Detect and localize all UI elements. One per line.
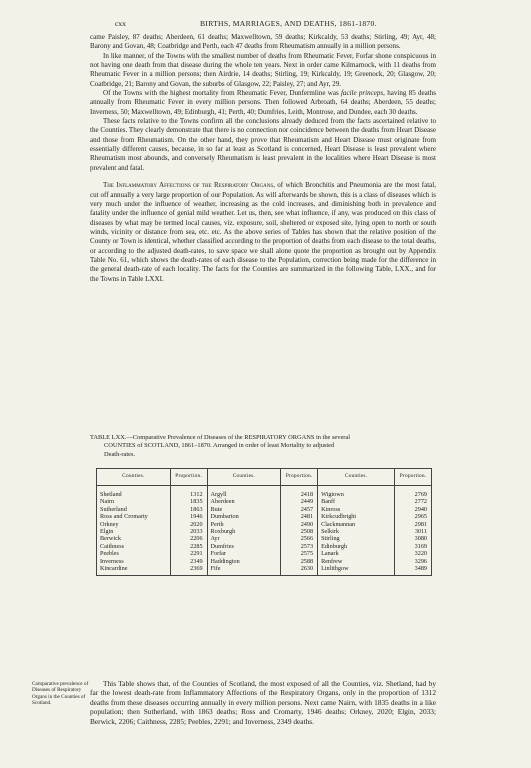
county-cell: Clackmannan — [318, 521, 395, 528]
county-cell: Forfar — [207, 550, 281, 557]
county-cell: Nairn — [97, 498, 171, 505]
county-cell: Kirkcudbright — [318, 513, 395, 520]
text-run: , having 85 deaths annually from Rheumatic Fever in every million persons. Then followed Arbroath, 64 deaths; Aberdeen, 55 deaths; Inverness, 50; Maxwelltown, 49; Edinburgh, 41; Perth, 40; Dumfries, Leith, Montrose, and Dundee, each 30 deaths. — [90, 89, 436, 116]
page-header — [0, 19, 531, 31]
table-row — [97, 498, 432, 505]
caption-line: COUNTIES of SCOTLAND, 1861–1870. Arranged in order of least Mortality to adjusted — [104, 442, 335, 450]
proportion-cell: 3220 — [395, 550, 432, 557]
county-cell: Fife — [207, 565, 281, 576]
column-header: Counties. — [207, 469, 281, 486]
proportion-cell: 2575 — [281, 550, 318, 557]
column-header: Proportion. — [395, 469, 432, 486]
caption-line: Death-rates. — [104, 450, 136, 458]
proportion-cell: 2630 — [281, 565, 318, 576]
proportion-cell: 1835 — [170, 498, 207, 505]
proportion-cell: 2588 — [281, 558, 318, 565]
proportion-cell: 2566 — [281, 535, 318, 542]
proportion-cell: 3011 — [395, 528, 432, 535]
table-row — [97, 528, 432, 535]
proportion-cell: 3169 — [395, 543, 432, 550]
proportion-cell: 2772 — [395, 498, 432, 505]
proportion-cell: 1863 — [170, 506, 207, 513]
italic-phrase: facile princeps — [340, 89, 384, 98]
county-cell: Sutherland — [97, 506, 171, 513]
county-cell: Edinburgh — [318, 543, 395, 550]
county-cell: Dumfries — [207, 543, 281, 550]
proportion-cell: 1312 — [170, 491, 207, 498]
county-cell: Inverness — [97, 558, 171, 565]
paragraph-smallest-rheumatic: In like manner, of the Towns with the smallest number of deaths from Rheumatic Fever, Forfar shone conspicuous in not having one death from that disease during the whole ten years. Next in order came Kilmarnock, with 11 deaths from Rheumatic Fever in a million persons; then Airdrie, 14 deaths; Stirling, 19; Kirkcaldy, 19; Greenock, 20; Glasgow, 20; Coatbridge, 21; Barony and Govan, the suburbs of Glasgow, 22; Paisley, 27; and Ayr, 29. — [90, 51, 436, 88]
body-text — [90, 33, 436, 284]
column-header: Proportion. — [281, 469, 318, 486]
county-cell: Orkney — [97, 521, 171, 528]
paragraph-highest-rheumatic — [90, 89, 436, 117]
page-number: cxx — [115, 19, 126, 28]
proportion-cell: 2285 — [170, 543, 207, 550]
table-caption — [90, 434, 436, 459]
county-cell: Bute — [207, 506, 281, 513]
proportion-cell: 3080 — [395, 535, 432, 542]
table-row — [97, 521, 432, 528]
proportion-cell: 2457 — [281, 506, 318, 513]
proportion-cell: 2490 — [281, 521, 318, 528]
proportion-cell: 2033 — [170, 528, 207, 535]
county-cell: Linlithgow — [318, 565, 395, 576]
proportion-cell: 2508 — [281, 528, 318, 535]
county-cell: Peebles — [97, 550, 171, 557]
county-cell: Haddington — [207, 558, 281, 565]
county-cell: Shetland — [97, 491, 171, 498]
paragraph-respiratory — [90, 181, 436, 284]
proportion-cell: 2573 — [281, 543, 318, 550]
county-cell: Ross and Cromarty — [97, 513, 171, 520]
table-row — [97, 535, 432, 542]
proportion-cell: 2940 — [395, 506, 432, 513]
paragraph-table-summary: This Table shows that, of the Counties of Scotland, the most exposed of all the Counties, viz. Shetland, had by far the lowest death-rate from Inflammatory Affections of the Respiratory Organs, only in the proportion of 1312 deaths from these diseases occurring annually in every million persons. Next came Nairn, with 1835 deaths in a like population; then Sutherland, with 1863 deaths; Ross and Cromarty, 1946 deaths; Orkney, 2020; Elgin, 2033; Berwick, 2206; Caithness, 2285; Peebles, 2291; and Inverness, 2349 deaths. — [90, 679, 436, 726]
county-cell: Perth — [207, 521, 281, 528]
proportion-cell: 2206 — [170, 535, 207, 542]
table-row — [97, 513, 432, 520]
proportion-cell: 2291 — [170, 550, 207, 557]
county-cell: Banff — [318, 498, 395, 505]
county-cell: Berwick — [97, 535, 171, 542]
margin-note: Comparative prevalence of Diseases of Respiratory Organs in the Counties of Scotland. — [32, 681, 89, 707]
text-run: of which Bronchitis and Pneumonia are the most fatal, cut off annually a very large proportion of our Population. As will afterwards be shown, this is a class of diseases which is very much under the influence of weather, increasing as the cold increases, and diminishing both in prevalence and fatality under the influence of genial mild weather. Let us, then, see what influence, if any, was produced on this class of diseases by what may be termed local causes, viz. exposure, soil, sheltered or exposed site, lying open to north or south winds, vicinity or distance from sea, etc. etc. As the above series of Tables has shown that the relative position of the County or Town is identical, whether classified according to the proportion of deaths from each disease to the total deaths, or according to the adjusted death-rates, to save space we shall alone quote the proportion as brought out by Appendix Table No. 61, which shows the death-rates of each disease to the Population, correction being made for the difference in the general death-rate of each locality. The facts for the Counties are summarized in the following Table, LXX., and for the Towns in Table LXXI. — [90, 181, 436, 283]
small-caps-heading: The Inflammatory Affections of the Respiratory Organs, — [103, 181, 275, 190]
column-header: Counties. — [97, 469, 171, 486]
county-cell: Argyll — [207, 491, 281, 498]
caption-line: TABLE LXX.—Comparative Prevalence of Diseases of the RESPIRATORY ORGANS in the several — [90, 434, 351, 441]
table-row — [97, 558, 432, 565]
county-cell: Wigtown — [318, 491, 395, 498]
column-header: Counties. — [318, 469, 395, 486]
proportion-cell: 3489 — [395, 565, 432, 576]
county-cell: Selkirk — [318, 528, 395, 535]
table-row — [97, 491, 432, 498]
table-row — [97, 565, 432, 576]
proportion-cell: 2769 — [395, 491, 432, 498]
paragraph-paisley: came Paisley, 87 deaths; Aberdeen, 61 deaths; Maxwelltown, 59 deaths; Kirkcaldy, 53 deaths; Stirling, 49; Ayr, 48; Barony and Govan, 48; Coatbridge and Perth, each 47 deaths from Rheumatism annually in a million persons. — [90, 33, 436, 51]
county-cell: Lanark — [318, 550, 395, 557]
proportion-cell: 2981 — [395, 521, 432, 528]
county-cell: Renfrew — [318, 558, 395, 565]
paragraph-towns-conclusion: These facts relative to the Towns confirm all the conclusions already deduced from the facts ascertained relative to the Counties. They clearly demonstrate that there is no connection nor coincidence between the deaths from Heart Disease and those from Rheumatism. On the other hand, they prove that Rheumatism and Heart Disease must originate from essentially different causes, because, in so far at least as Scotland is concerned, Heart Disease is least prevalent where Rheumatism most abounds, and conversely Rheumatism is least prevalent in the localities where Heart Disease is most prevalent and fatal. — [90, 117, 436, 172]
county-cell: Dumbarton — [207, 513, 281, 520]
running-title: BIRTHS, MARRIAGES, AND DEATHS, 1861-1870. — [200, 19, 377, 28]
proportion-cell: 2418 — [281, 491, 318, 498]
proportion-cell: 2369 — [170, 565, 207, 576]
county-cell: Stirling — [318, 535, 395, 542]
table-header-row — [97, 469, 432, 486]
proportion-cell: 2449 — [281, 498, 318, 505]
county-cell: Elgin — [97, 528, 171, 535]
text-run: Of the Towns with the highest mortality from Rheumatic Fever, Dunfermline was — [103, 89, 341, 98]
proportion-cell: 2020 — [170, 521, 207, 528]
county-cell: Ayr — [207, 535, 281, 542]
respiratory-table — [96, 468, 432, 576]
proportion-cell: 2349 — [170, 558, 207, 565]
table-row — [97, 506, 432, 513]
proportion-cell: 2965 — [395, 513, 432, 520]
county-cell: Kinross — [318, 506, 395, 513]
table-row — [97, 550, 432, 557]
table-body — [97, 486, 432, 576]
county-cell: Roxburgh — [207, 528, 281, 535]
proportion-cell: 3296 — [395, 558, 432, 565]
county-cell: Kincardine — [97, 565, 171, 576]
column-header: Proportion. — [170, 469, 207, 486]
proportion-cell: 1946 — [170, 513, 207, 520]
county-cell: Caithness — [97, 543, 171, 550]
county-cell: Aberdeen — [207, 498, 281, 505]
table-row — [97, 543, 432, 550]
proportion-cell: 2481 — [281, 513, 318, 520]
